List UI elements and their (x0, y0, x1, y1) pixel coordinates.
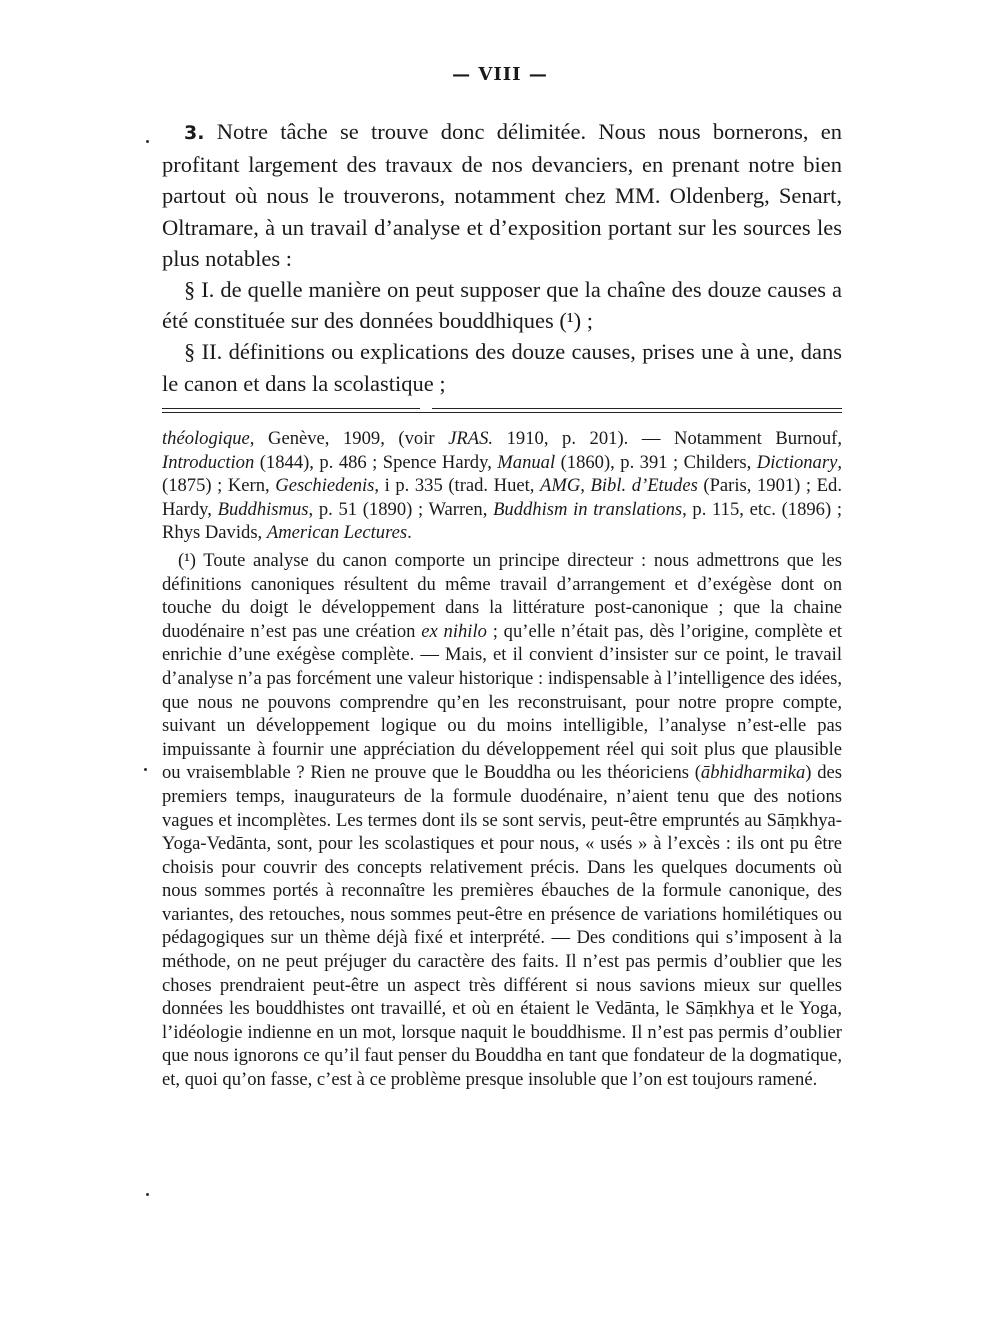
main-text (162, 116, 842, 399)
cont-italic: American Lectures (266, 522, 408, 544)
cont-italic: Manual (497, 451, 556, 473)
cont-text: , p. 115, etc. (1896) ; Rhys Davids, (162, 498, 842, 544)
cont-text: , p. 51 (1890) ; Warren, (308, 498, 494, 520)
cont-text: (Paris, 1901) ; Ed. Hardy, (162, 475, 842, 520)
footnote-1-text: ) des premiers temps, inaugurateurs de la formule duodénaire, n’aient tenu que des notions vagues et incomplètes. Les termes dont ils se sont servis, peut-être empruntés au Sāṃkhya-Yoga-Vedānta, sont, pour les scolastiques et pour nous, « usés » à l’excès : ils ont pu être choisis pour couvrir des concepts relativement précis. Dans les quelques documents où nous sommes portés à reconnaître les premières ébauches de la formule canonique, des variantes, des retouches, nous sommes peut-être en présence de variations homilétiques ou pédagogiques sur un thème déjà fixé et interprété. — Des conditions qui s’imposent à la méthode, on ne peut préjuger du caractère des faits. Il n’est pas permis d’oublier que les choses prendraient peut-être un aspect très différent si nous savions mieux sur quelles données les bouddhistes ont travaillé, et où en étaient le Vedānta, le Sāṃkhya et le Yoga, l’idéologie indienne en un mot, lorsque naquit le bouddhisme. Il n’est pas permis d’oublier que nous ignorons ce qu’il faut penser du Bouddha en tant que fondateur de la dogmatique, et, quoi qu’on fasse, c’est à ce problème presque insoluble que l’on est toujours ramené. (162, 762, 842, 1091)
paragraph-number: 3. (184, 122, 205, 144)
section-1-paragraph (162, 274, 842, 336)
section-1-text: § I. de quelle manière on peut supposer que la chaîne des douze causes a été constituée sur des données bouddhiques (162, 277, 842, 334)
cont-text: (1844), p. 486 ; Spence Hardy, (254, 451, 498, 473)
margin-mark (144, 768, 147, 771)
footnote-1-text: Toute analyse du canon comporte un principe directeur : nous admettrons que les définitions canoniques résultent du même travail d’arrangement et d’exégèse dont on touche du doigt le développement dans la littérature post-canonique ; que la chaine duodénaire n’est pas une création (162, 549, 842, 642)
cont-text: , Genève, 1909, (voir (249, 428, 449, 449)
footnote-1 (162, 549, 842, 1092)
footnote-1-marker: (¹) (178, 549, 196, 571)
cont-italic: Buddhismus (217, 498, 309, 520)
cont-italic: Geschiedenis (275, 475, 375, 497)
footnote-continuation (162, 427, 842, 545)
section-1-end: ; (581, 308, 594, 334)
footnote-separator (162, 408, 842, 414)
paragraph-3 (162, 116, 842, 274)
cont-italic: AMG, Bibl. d’Etudes (540, 475, 698, 497)
section-2-paragraph: § II. définitions ou explications des douze causes, prises une à une, dans le canon et dans la scolastique ; (162, 339, 842, 396)
footnotes (162, 427, 842, 1092)
footnote-1-text: ; qu’elle n’était pas, dès l’origine, complète et enrichie d’une exégèse complète. — Mais, et il convient d’insister sur ce point, le travail d’analyse n’a pas forcément une valeur historique : indispensable à l’intelligence des idées, que nous ne pouvons comprendre qu’en les reconstruisant, pour notre propre compte, suivant un développement logique ou du moins intelligible, l’analyse n’est-elle pas impuissante à fournir une appréciation du développement réel qui soit plus que plausible ou vraisemblable ? Rien ne prouve que le Bouddha ou les théoriciens ( (162, 620, 842, 784)
footnote-1-italic: ex nihilo (421, 620, 487, 642)
cont-text: (1860), p. 391 ; Childers, (555, 451, 757, 473)
separator-line-short (162, 408, 420, 409)
cont-text: 1910, p. 201). — Notamment Burnouf, (493, 428, 842, 449)
footnote-reference: (¹) (559, 308, 582, 334)
cont-text: . (407, 522, 412, 544)
cont-text: , i p. 335 (trad. Huet, (374, 475, 541, 497)
cont-italic: Introduction (162, 451, 255, 473)
page-number-header: — VIII — (452, 64, 548, 85)
margin-mark (146, 140, 149, 143)
separator-line-long (432, 408, 842, 409)
paragraph-3-text: Notre tâche se trouve donc délimitée. Nous nous bornerons, en profitant largement des travaux de nos devanciers, en prenant notre bien partout où nous le trouverons, notamment chez MM. Oldenberg, Senart, Oltramare, à un travail d’analyse et d’exposition portant sur les sources les plus notables : (162, 119, 842, 271)
cont-italic: Buddhism in translations (493, 498, 683, 520)
margin-mark (146, 1193, 149, 1196)
cont-italic: théologique (162, 428, 250, 449)
cont-italic: JRAS. (448, 428, 494, 449)
separator-line-full (162, 412, 842, 413)
footnote-1-italic: ābhidharmika (700, 762, 806, 784)
cont-italic: Dictionary (756, 451, 838, 473)
cont-text: , (1875) ; Kern, (162, 451, 842, 497)
